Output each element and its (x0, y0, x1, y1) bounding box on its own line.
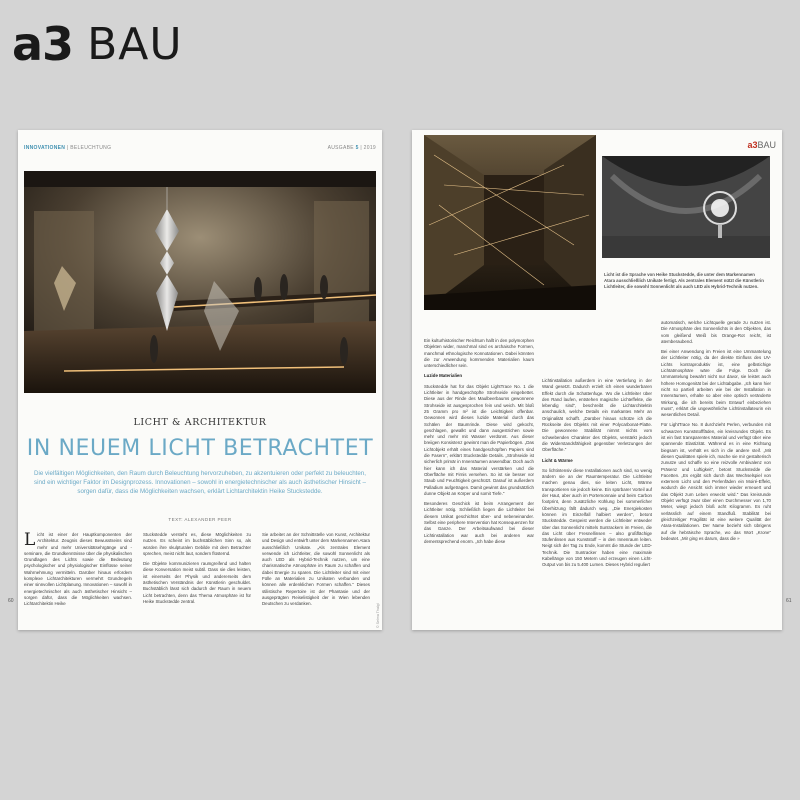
lead-paragraph: Die vielfältigen Möglichkeiten, den Raum durch Beleuchtung hervorzuheben, zu akzentuieren oder perfekt zu beleuchten, sind ein wichtiger Faktor im Designprozess. Innovationen – sowohl in energietechnischer als auch ästhetischer Hinsicht – sorgen dafür, dass die Möglichkeiten wachsen, erklärt Lichtarchitektin Heike Stuckstedde. (34, 470, 366, 496)
vault-installation-image (602, 156, 770, 258)
paragraph: So lichtintensiv diese Installationen auch sind, so wenig ändern sie an der Raumtemperatur. Die Lichtleiter machen genau dies, sie leiten Licht, Wärme transportieren sie jedoch keine. Ein spürbarer Vorteil auf der Haut, aber auch im Portemonnaie und beim Carbon footprint, denn zusätzliche Kühlung bei sommerlicher Überhitzung fällt dadurch weg. „Die Energiekosten können im Einzelfall halbiert werden", betont Stuckstedde. Gespeist werden die Lichtleiter entweder über das Sonnenlicht mittels Suntrackern im Freien, die das Licht über Fresnellinsen – also großflächige Stufenlinsen aus Kunststoff – in den Innenraum leiten. Neigt sich der Tag zu Ende, kommt die Stunde der LED-Technik. Die Suntracker haben eine maximale Kabellänge von 150 Metern und erzeugen einen Licht-Output von bis zu 5.400 Lumen. Dieses Hybrid reguliert (542, 467, 652, 568)
vaulted-room-photo (602, 156, 770, 258)
chandelier-installation-image (24, 171, 376, 393)
paragraph: Sie arbeitet an der Schnittstelle von Kunst, Architektur und Design und entwirft unter dem Markennamen Atara ausschließlich Unikate. „Als zentrales Element verwende ich Lichtleiter, die sowohl Sonnenlicht als auch LED als Hybrid-Technik nutzen, um eine charismatische Atmosphäre im Raum zu schaffen und dabei Energie zu sparen. Die Lichtleiter sind mit einer Fülle an Materialien zu Unikaten verbunden und können alle erdenklichen Formen schaffen." Dieses stilistische Repertoire ist der Phantasie und der ausgeprägten Reiselistigkeit der in Wien lebenden Deutschen zu verdanken. (262, 532, 370, 607)
section-label: INNOVATIONEN (24, 145, 66, 151)
article-column-3 (262, 532, 370, 622)
issue-number: 5 (355, 145, 359, 151)
article-column-4 (424, 338, 534, 623)
article-column-2 (143, 532, 251, 622)
image-caption: Licht ist die Sprache von Heike Stuckstedde, die unter dem Markennamen Atara ausschließlich Unikate fertigt. Als zentrales Element nützt die Künstlerin Lichtleiter, die sowohl Sonnenlicht als auch LED als Hybrid-Technik nutzen. (604, 272, 764, 289)
light-strings-image (424, 135, 596, 310)
article-column-1 (24, 532, 132, 622)
paragraph: Für LightTrace No. 8 durchzieht Perlen, verbunden mit schwarzen Kunststofffäden, ein kreisrundes Objekt. Es ist ein fast transparentes Material und verfügt über eine spannende Elastizität. Während es in eine Richtung biegsam ist, verhält es sich in die andere steif. „Mit diesen Qualitäten spiele ich, mache sie mir gestalterisch zunutze und schaffe so eine reizvolle Ambivalenz von Präsenz und Luftigkeit", betont Stuckstedde die Facetten. „Es ergibt sich durch das Wechselspiel von externem Licht und den Perlenfäden ein Moiré-Effekt, wodurch die Ansicht sich immer wieder erneuert und das Objekt zum Leben erweckt wird." Das kreisrunde Objekt verfügt zwar über einen Durchmesser von 1,70 Meter, wiegt jedoch bloß acht Kilogramm. Es ruht verlässlich auf einem Standfuß. Stabilität bei gleichzeitiger Fragilität ist eine weitere Qualität der Atara-Installationen. Der Name bezieht sich übrigens auf die hebräische Sprache, wo das Wort „Krone" bedeutet. „Mir ging es darum, dass die » (661, 422, 771, 541)
paragraph: Stuckstedde versteht es, diese Möglichkeiten zu nutzen. Es scheint im buchstäblichen Sinn so, als würden ihre skulpturalen Gebilde mit dem Betrachter sprechen, meist nicht laut, sondern flüsternd. (143, 532, 251, 556)
paragraph: Die Objekte kommunizieren raumgreifend und halten diese Konversation meist subtil. Dass sie dies leisten, ist einerseits der Physik und andererseits dem ästhetischen Verständnis der Künstlerin geschuldet. Buchstäblich lässt sich dadurch der Raum in neuem Licht betrachten, denn das Thema Atmosphäre ist für Heike Stuckstedde zentral. (143, 561, 251, 604)
issue-year: 2019 (363, 145, 376, 151)
drop-cap: L (24, 532, 36, 550)
mini-logo-a3: a3 (747, 140, 758, 150)
left-page (18, 130, 382, 630)
paragraph: Ein kulturhistorischer Reichtum hallt in den polymorphen Objekten wider, manchmal sind es archaische Formen, manchmal ethnologische Konnotationen. Dabei könnten die zur Anwendung kommenden Materialien kaum unterschiedlicher sein. (424, 338, 534, 369)
issue-header: AUSGABE 5 | 2019 (327, 145, 376, 151)
mini-logo-bau: BAU (757, 140, 776, 150)
subheading: Licht & Wärme (542, 457, 573, 463)
paragraph: Stuckstedde hat für das Objekt LightTrace No. 1 die Lichtleiter in handgeschöpfte Strohseide eingebettet. Diese aus der Rinde des Maulbeerbaums gewonnene Strohseide ist ausgesprochen fein und weich. Mit bloß 25 Gramm pro m² ist die Leichtigkeit offenbar. Gewonnen wird dieses luzide Material durch das Schälen der Baumrinde. Diese wird gekocht, geschlagen, gewalkt und dann ausgestrichen sowie mehr und mehr mit Wasser verdünnt. Aus dieser breiigen Konsistenz gewinnt man die Papierbögen. „Das Lichtobjekt erhält eines handgeschöpften Papiers sind die Fasern", erklärt Stuckstedde Details. „Strohseide ist sicherlich primär in Innenräumen anwendbar. Doch auch hier kann ich das Material verstärken und die Oberfläche mit Firnis versehen. So ist sie besser vor Staub und Feuchtigkeit geschützt. Darauf ist außerdem Palladium aufgetragen. Damit gewinnt das grundsätzlich dunne Objekt an Körper und somit Tiefe." (424, 383, 534, 496)
paragraph: Besonderes Geschick ist beim Arrangement der Lichtleiter nötig. Schließlich liegen die Lichtleiter bei diesem Unikat geschichtet über- und nebeneinander. Selbst eine periphere Intervention hat Konsequenzen für das Ganze. Der Arbeitsaufwand bei dieser Lichtinstallation war auch bei anderen war dementsprechend enorm. „Ich habe diese (424, 501, 534, 544)
article-column-5 (542, 378, 652, 623)
subheading: Luzide Materialien (424, 373, 463, 379)
page-number-right: 61 (786, 598, 792, 604)
page-number-left: 60 (8, 598, 14, 604)
photo-credit: © Selma Thalgl (376, 603, 380, 628)
byline: TEXT: ALEXANDER PEER (168, 517, 232, 522)
kicker: LICHT & ARCHITEKTUR (133, 417, 267, 428)
column-text: icht ist einer der Hauptkomponenten der Architektur. Zeugnis dieses Bewusstseins sind mehr und mehr Universitätsehrgänge und -seminare, die Grundkenntnisse über die physikalischen Grundlagen des Lichts sowie die Bedeutung psychologischer und physiologischer Einflüsse seiner Wahrnehmung vermitteln. Darüber hinaus erfordern komplexe Lichtarchitekturen vermehrt Grundregeln einer sinnvollen Lichtplanung. Innovationen – sowohl in energietechnischer als auch ästhetischer Hinsicht – sorgen dafür, dass die Möglichkeiten wachsen. Lichtarchitektin Heike (24, 532, 132, 607)
paragraph: Bei einer Anwendung im Freien ist eine Ummantelung der Lichtleiter nötig, da der direkte Einfluss des UV-Lichts kontraproduktiv ist, eine gelbstichige Lichtatmosphäre wäre die Folge. Doch die Ummantelung bewahrt nicht nur davor, sie leistet auch höhere Homogenität bei der Lichtabgabe. „Ich kann hier nicht so partiell arbeiten wie bei der Installation in Innenräumen, erhalte so aber eine optisch veränderte Wirkung, die ich bereits beim Entwurf einbeziehen muss", erklärt die ungewöhnliche Lichtinstallateurin ein wesentliches Detail. (661, 349, 771, 418)
right-page (412, 130, 782, 630)
section-header: INNOVATIONEN | BELEUCHTUNG (24, 145, 112, 151)
page-title: IN NEUEM LICHT BETRACHTET (26, 436, 374, 461)
paragraph: Lichtinstallation außerdem in eine Vertiefung in der Wand gesetzt. Dadurch erzielt ich einen wunderbaren Effekt durch die Schattenfuge. Wo die Lichtleiter über den Rand laufen, entstehen magische Lichteffekte, die lebendig sind", beschreibt die Lichtarchitektin anschaulich, welche Details ein markantes Mehr an Originalität schafft. „Darüber hinaus schütze ich die Rückseite des Objekts mit einer Polycarbonat-Platte. Die gewonnene Stabilität nimmt nichts vom schwebenden Charakter des Objekts, verstärkt jedoch die Widerstandsfähigkeit gegenüber Verletzungen der Oberfläche." (542, 378, 652, 453)
logo-a3: a3 (12, 17, 74, 71)
hero-photo (24, 171, 376, 393)
article-column-6 (661, 320, 771, 623)
paragraph: automatisch, welche Lichtquelle gerade zu nutzen ist. Die Atmosphäre des Sonnenlichts in den Objekten, das vom gleißend Weiß bis Orange-Rot reicht, ist atemberaubend. (661, 320, 771, 344)
logo-bau: BAU (87, 18, 183, 70)
section-sub-label: BELEUCHTUNG (70, 145, 112, 151)
issue-label: AUSGABE (327, 145, 354, 151)
a3-bau-logo (12, 18, 183, 70)
mini-logo (747, 140, 776, 150)
wall-installation-photo (424, 135, 596, 310)
